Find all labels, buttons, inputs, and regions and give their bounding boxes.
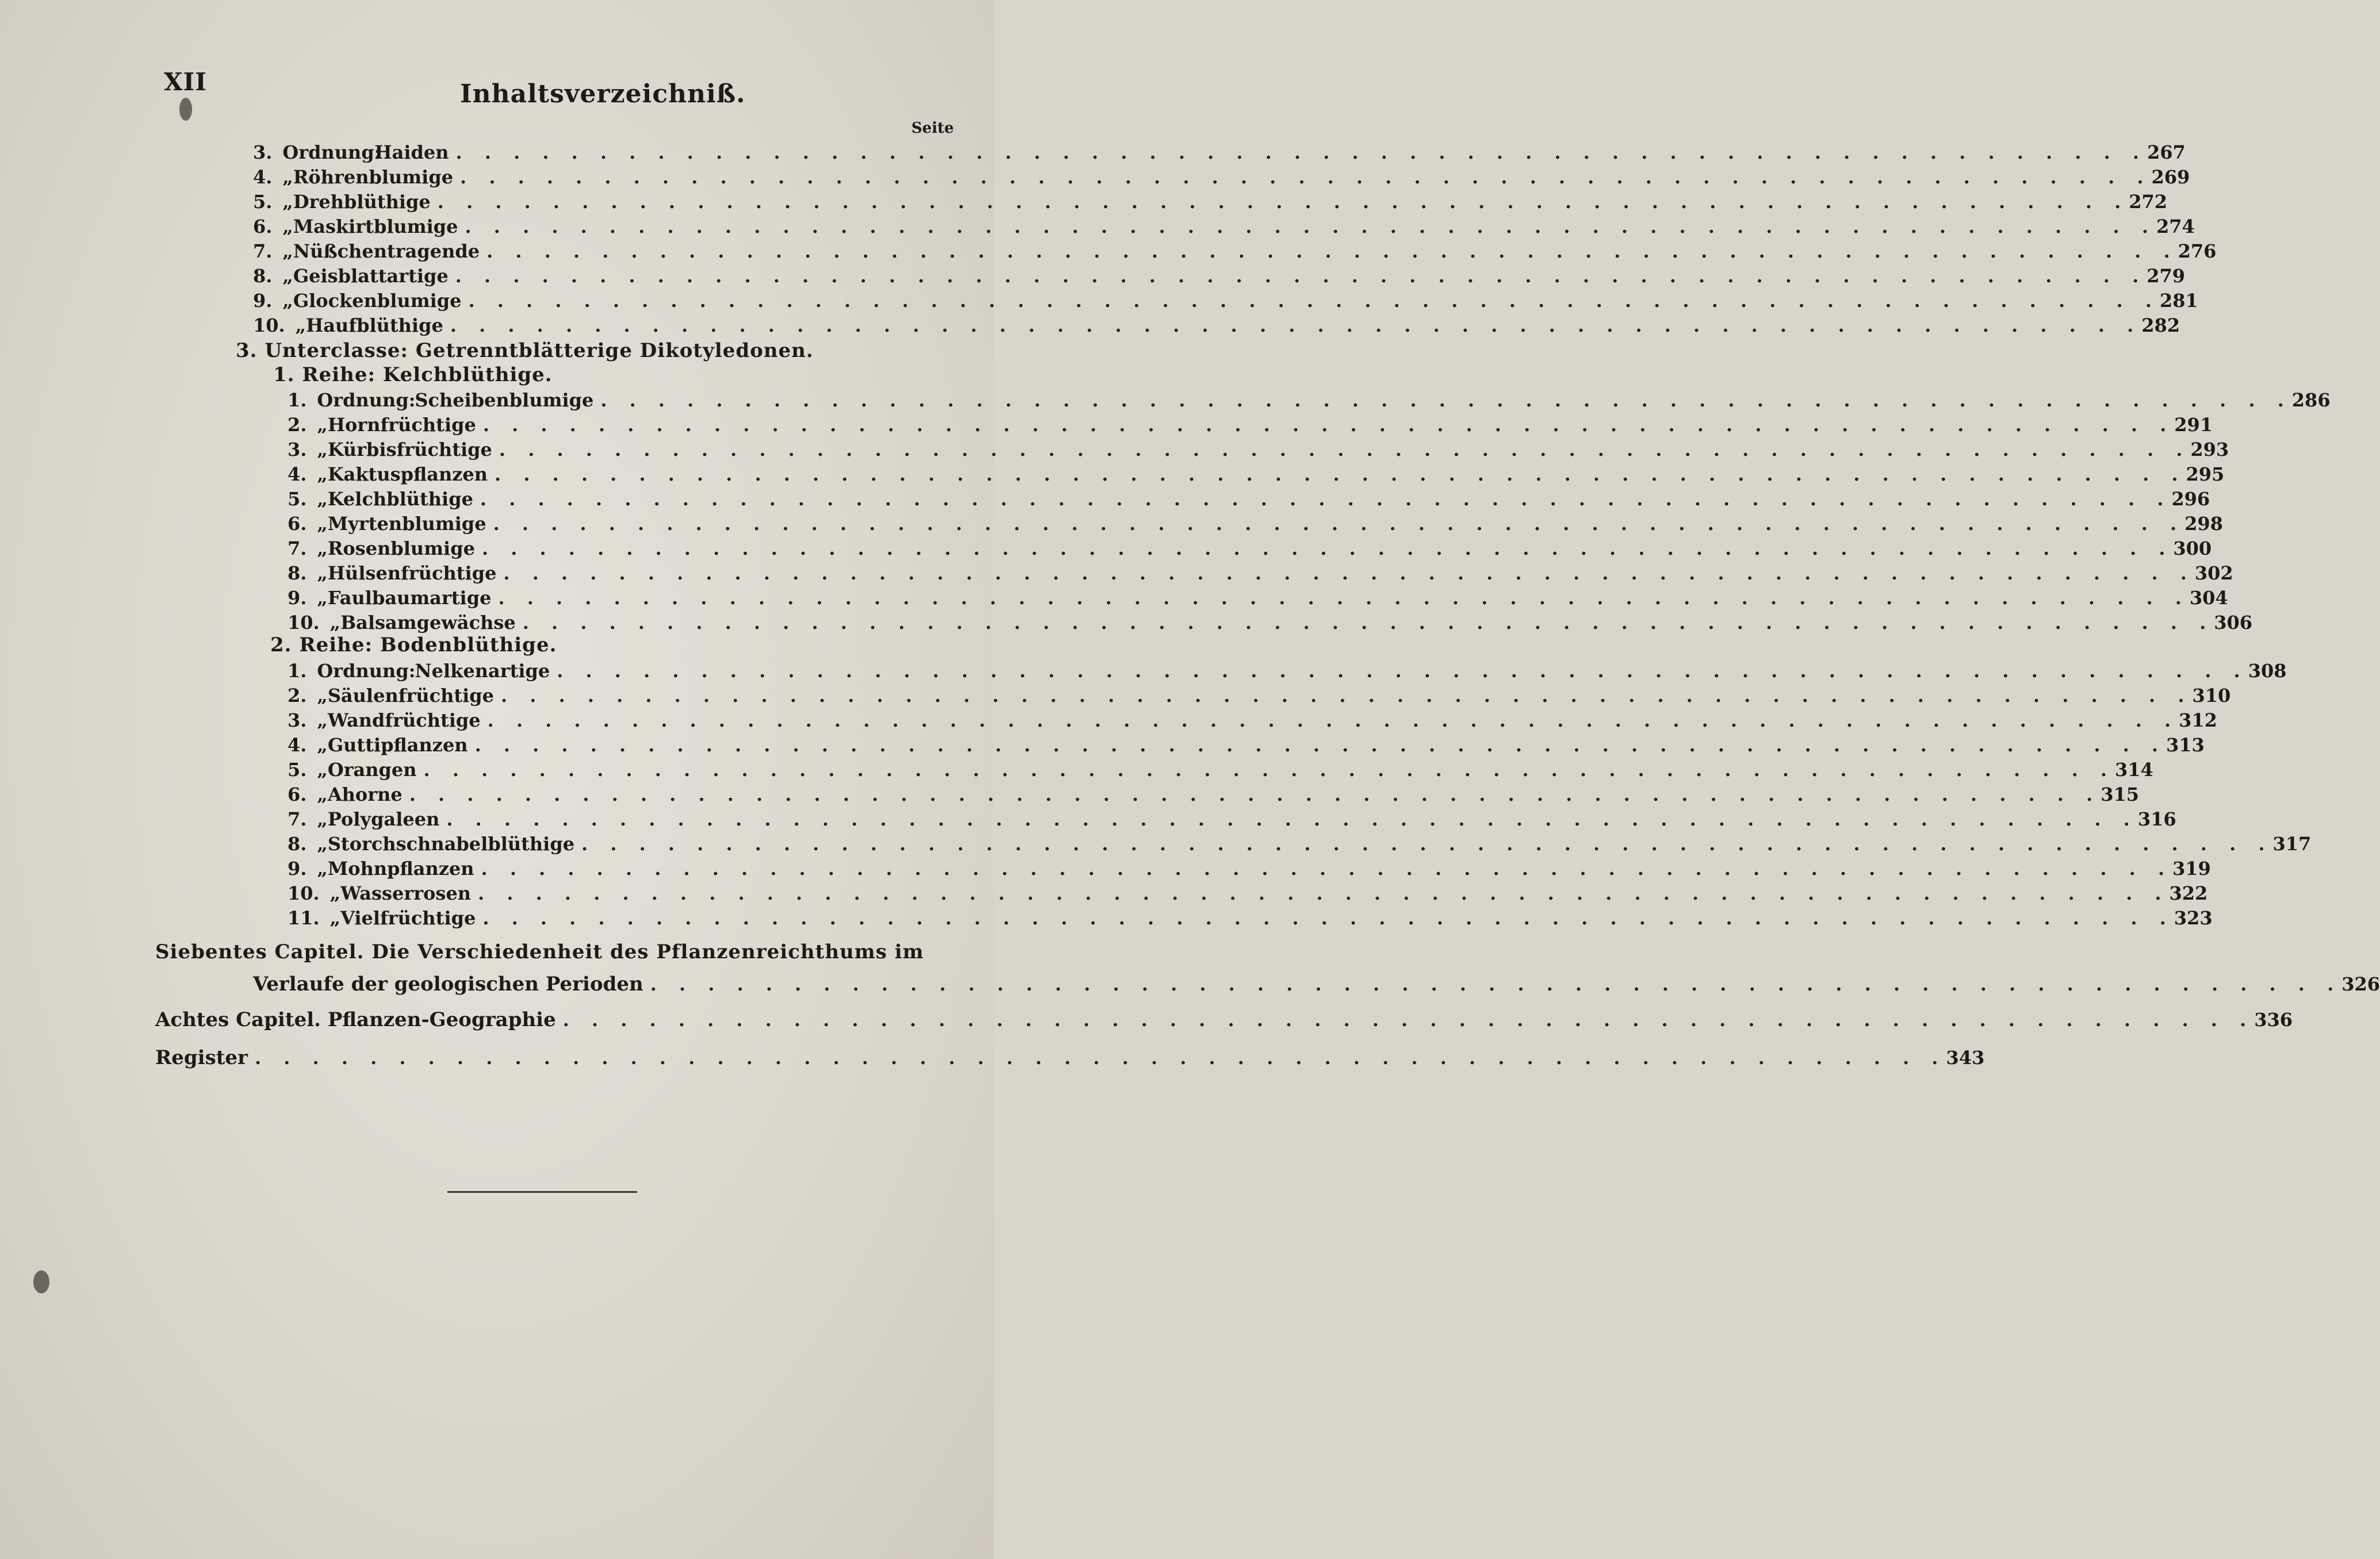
toc-entry bbox=[253, 214, 2195, 239]
toc-entry bbox=[288, 881, 2208, 906]
entry-label: Säulenfrüchtige bbox=[327, 685, 495, 706]
dot-leader: . . . . . . . . . . . . . . . . . . . . . . . . . . . . . . . . . . . . . . . . . . . . . . . . . . . . . . . . . . . bbox=[482, 414, 2175, 436]
dot-leader: . . . . . . . . . . . . . . . . . . . . . . . . . . . . . . . . . . . . . . . . . . . . . . . . . . . . . . . . . . . bbox=[437, 191, 2129, 213]
entry-number: 3. bbox=[253, 141, 273, 163]
entry-number: 1. bbox=[288, 389, 307, 411]
entry-number: 4. bbox=[253, 166, 273, 188]
page-number: XII bbox=[164, 68, 207, 96]
entry-label: Vielfrüchtige bbox=[340, 907, 476, 929]
dot-leader: . . . . . . . . . . . . . . . . . . . . . . . . . . . . . . . . . . . . . . . . . . . . . . . . . . . . . . . . . . . bbox=[474, 734, 2167, 756]
entry-label: Hornfrüchtige bbox=[327, 414, 476, 436]
page-ref: 323 bbox=[2174, 907, 2213, 929]
page-ref: 326 bbox=[2341, 973, 2380, 995]
toc-entry bbox=[288, 511, 2223, 536]
page-ref: 319 bbox=[2172, 858, 2211, 880]
entry-label: Wandfrüchtige bbox=[327, 709, 481, 731]
page-ref: 269 bbox=[2151, 166, 2190, 188]
entry-ditto: „ bbox=[317, 709, 328, 731]
page-ref: 286 bbox=[2291, 389, 2331, 411]
entry-number: 5. bbox=[253, 191, 273, 213]
entry-label: Kelchblüthige bbox=[327, 488, 473, 510]
page-ref: 343 bbox=[1946, 1047, 1985, 1069]
entry-ditto: „ bbox=[317, 734, 328, 756]
page-ref: 296 bbox=[2171, 488, 2210, 510]
dot-leader: . . . . . . . . . . . . . . . . . . . . . . . . . . . . . . . . . . . . . . . . . . . . . . . . . . . . . . . . . . . bbox=[465, 216, 2156, 237]
page-ref: 313 bbox=[2166, 734, 2205, 756]
toc-entry bbox=[288, 536, 2212, 561]
entry-number: 10. bbox=[253, 314, 285, 336]
dot-leader: . . . . . . . . . . . . . . . . . . . . . . . . . . . . . . . . . . . . . . . . . . . . . . . . . . . . . . . . . . . bbox=[455, 265, 2147, 287]
toc-entry bbox=[288, 560, 2233, 586]
entry-ditto: „ bbox=[317, 759, 328, 781]
entry-ditto: Ordnung: bbox=[317, 660, 416, 682]
entry-ditto: „ bbox=[282, 240, 293, 262]
ink-blot bbox=[33, 1270, 49, 1293]
page-ref: 314 bbox=[2115, 759, 2153, 781]
entry-ditto: „ bbox=[282, 191, 293, 213]
entry-ditto: „ bbox=[282, 166, 293, 188]
page-ref: 304 bbox=[2189, 587, 2228, 609]
entry-label: Wasserrosen bbox=[340, 882, 472, 904]
dot-leader: . . . . . . . . . . . . . . . . . . . . . . . . . . . . . . . . . . . . . . . . . . . . . . . . . . . . . . . . . . . bbox=[478, 882, 2170, 904]
entry-ditto: „ bbox=[317, 513, 328, 535]
entry-ditto: „ bbox=[329, 907, 341, 929]
dot-leader: . . . . . . . . . . . . . . . . . . . . . . . . . . . . . . . . . . . . . . . . . . . . . . . . . . . . . . . . . . . bbox=[480, 488, 2172, 510]
entry-number: 5. bbox=[288, 488, 307, 510]
entry-label: Nelkenartige bbox=[415, 660, 550, 682]
toc-entry bbox=[288, 732, 2205, 758]
toc-entry bbox=[288, 462, 2225, 487]
entry-number: 7. bbox=[288, 808, 307, 830]
page-ref: 312 bbox=[2179, 709, 2217, 731]
chapter7-line2: Verlaufe der geologischen Perioden bbox=[253, 973, 643, 996]
page-ref: 282 bbox=[2141, 314, 2180, 336]
page-ref: 315 bbox=[2101, 784, 2139, 805]
entry-label: Balsamgewächse bbox=[340, 612, 516, 633]
page-ref: 276 bbox=[2178, 240, 2217, 262]
chapter7-line1: Siebentes Capitel. Die Verschiedenheit des Pflanzenreichthums im bbox=[155, 940, 924, 963]
seite-label: Seite bbox=[911, 120, 954, 137]
toc-entry bbox=[288, 905, 2213, 931]
entry-label: Maskirtblumige bbox=[293, 216, 458, 237]
entry-ditto: „ bbox=[317, 562, 328, 584]
entry-ditto: „ bbox=[329, 882, 341, 904]
entry-number: 8. bbox=[288, 833, 307, 855]
entry-label: Faulbaumartige bbox=[327, 587, 492, 609]
entry-label: Storchschnabelblüthige bbox=[327, 833, 575, 855]
page-ref: 295 bbox=[2186, 463, 2225, 485]
entry-ditto: „ bbox=[317, 414, 328, 436]
entry-number: 7. bbox=[288, 537, 307, 559]
page-ref: 300 bbox=[2173, 537, 2212, 559]
entry-label: Ahorne bbox=[327, 784, 403, 805]
entry-label: Röhrenblumige bbox=[293, 166, 454, 188]
entry-ditto: Ordnung: bbox=[317, 389, 416, 411]
entry-label: Scheibenblumige bbox=[415, 389, 594, 411]
entry-number: 3. bbox=[288, 439, 307, 460]
entry-ditto: Ordnung: bbox=[282, 141, 381, 163]
toc-entry bbox=[288, 486, 2210, 512]
entry-ditto: „ bbox=[317, 685, 328, 706]
entry-number: 7. bbox=[253, 240, 273, 262]
dot-leader: . . . . . . . . . . . . . . . . . . . . . . . . . . . . . . . . . . . . . . . . . . . . . . . . . . . . . . . . . . . bbox=[498, 587, 2190, 609]
dot-leader: . . . . . . . . . . . . . . . . . . . . . . . . . . . . . . . . . . . . . . . . . . . . . . . . . . . . . . . . . . . bbox=[409, 784, 2101, 805]
page-ref: 272 bbox=[2129, 191, 2168, 213]
page-ref: 302 bbox=[2194, 562, 2233, 584]
dot-leader: . . . . . . . . . . . . . . . . . . . . . . . . . . . . . . . . . . . . . . . . . . . . . . . . . . . . . . . . . . . bbox=[557, 660, 2248, 682]
dot-leader: . . . . . . . . . . . . . . . . . . . . . . . . . . . . . . . . . . . . . . . . . . . . . . . . . . . . . . . . . . . bbox=[600, 389, 2292, 411]
entry-label: Myrtenblumige bbox=[327, 513, 486, 535]
dot-leader: . . . . . . . . . . . . . . . . . . . . . . . . . . . . . . . . . . . . . . . . . . . . . . . . . . . . . . . . . . . bbox=[562, 1009, 2255, 1031]
entry-number: 11. bbox=[288, 907, 320, 929]
page-ref: 310 bbox=[2192, 685, 2231, 706]
entry-label: Rosenblumige bbox=[327, 537, 475, 559]
page-ref: 306 bbox=[2214, 612, 2253, 633]
toc-entry bbox=[288, 831, 2312, 857]
entry-number: 5. bbox=[288, 759, 307, 781]
dot-leader: . . . . . . . . . . . . . . . . . . . . . . . . . . . . . . . . . . . . . . . . . . . . . . . . . . . . . . . . . . . bbox=[446, 808, 2138, 830]
toc-entry bbox=[288, 708, 2217, 733]
entry-number: 9. bbox=[288, 858, 307, 880]
toc-entry bbox=[253, 288, 2198, 313]
entry-ditto: „ bbox=[317, 537, 328, 559]
toc-entry bbox=[288, 412, 2213, 437]
entry-label: Guttipflanzen bbox=[327, 734, 468, 756]
toc-entry bbox=[288, 807, 2176, 832]
page-ref: 293 bbox=[2190, 439, 2229, 460]
reihe1-heading: 1. Reihe: Kelchblüthige. bbox=[273, 363, 553, 386]
entry-label: Glockenblumige bbox=[293, 290, 462, 312]
page-ref: 267 bbox=[2147, 141, 2186, 163]
dot-leader: . . . . . . . . . . . . . . . . . . . . . . . . . . . . . . . . . . . . . . . . . . . . . . . . . . . . . . . . . . . bbox=[493, 513, 2185, 535]
ink-blot bbox=[179, 98, 192, 121]
reihe2-heading: 2. Reihe: Bodenblüthige. bbox=[270, 633, 557, 656]
page-ref: 298 bbox=[2184, 513, 2223, 535]
entry-ditto: „ bbox=[295, 314, 306, 336]
entry-label: Kürbisfrüchtige bbox=[327, 439, 492, 460]
toc-entry bbox=[288, 683, 2231, 708]
entry-number: 2. bbox=[288, 685, 307, 706]
entry-ditto: „ bbox=[317, 833, 328, 855]
entry-ditto: „ bbox=[282, 290, 293, 312]
end-rule bbox=[447, 1191, 637, 1193]
dot-leader: . . . . . . . . . . . . . . . . . . . . . . . . . . . . . . . . . . . . . . . . . . . . . . . . . . . . . . . . . . . bbox=[460, 166, 2152, 188]
dot-leader: . . . . . . . . . . . . . . . . . . . . . . . . . . . . . . . . . . . . . . . . . . . . . . . . . . . . . . . . . . . bbox=[487, 709, 2179, 731]
dot-leader: . . . . . . . . . . . . . . . . . . . . . . . . . . . . . . . . . . . . . . . . . . . . . . . . . . . . . . . . . . . bbox=[481, 858, 2172, 880]
page-ref: 291 bbox=[2174, 414, 2213, 436]
toc-entry bbox=[253, 263, 2186, 289]
entry-number: 8. bbox=[288, 562, 307, 584]
entry-label: Drehblüthige bbox=[293, 191, 431, 213]
page-ref: 281 bbox=[2159, 290, 2198, 312]
entry-label: Polygaleen bbox=[327, 808, 440, 830]
chapter8-row bbox=[155, 1007, 2293, 1032]
entry-number: 6. bbox=[288, 513, 307, 535]
dot-leader: . . . . . . . . . . . . . . . . . . . . . . . . . . . . . . . . . . . . . . . . . . . . . . . . . . . . . . . . . . . bbox=[501, 685, 2193, 706]
entry-ditto: „ bbox=[329, 612, 341, 633]
toc-entry bbox=[288, 782, 2139, 807]
chapter7-line2-row bbox=[253, 972, 2380, 997]
dot-leader: . . . . . . . . . . . . . . . . . . . . . . . . . . . . . . . . . . . . . . . . . . . . . . . . . . . . . . . . . . . bbox=[468, 290, 2160, 312]
dot-leader: . . . . . . . . . . . . . . . . . . . . . . . . . . . . . . . . . . . . . . . . . . . . . . . . . . . . . . . . . . . bbox=[423, 759, 2115, 781]
dot-leader: . . . . . . . . . . . . . . . . . . . . . . . . . . . . . . . . . . . . . . . . . . . . . . . . . . . . . . . . . . . bbox=[522, 612, 2214, 633]
entry-label: Geisblattartige bbox=[293, 265, 449, 287]
dot-leader: . . . . . . . . . . . . . . . . . . . . . . . . . . . . . . . . . . . . . . . . . . . . . . . . . . . . . . . . . . . bbox=[482, 907, 2174, 929]
entry-number: 1. bbox=[288, 660, 307, 682]
dot-leader: . . . . . . . . . . . . . . . . . . . . . . . . . . . . . . . . . . . . . . . . . . . . . . . . . . . . . . . . . . . bbox=[499, 439, 2191, 460]
page-ref: 279 bbox=[2147, 265, 2186, 287]
dot-leader: . . . . . . . . . . . . . . . . . . . . . . . . . . . . . . . . . . . . . . . . . . . . . . . . . . . . . . . . . . . bbox=[481, 537, 2174, 559]
entry-number: 9. bbox=[288, 587, 307, 609]
toc-entry bbox=[288, 387, 2331, 413]
dot-leader: . . . . . . . . . . . . . . . . . . . . . . . . . . . . . . . . . . . . . . . . . . . . . . . . . . . . . . . . . . . bbox=[495, 463, 2186, 485]
page-ref: 336 bbox=[2254, 1009, 2293, 1031]
dot-leader: . . . . . . . . . . . . . . . . . . . . . . . . . . . . . . . . . . . . . . . . . . . . . . . . . . . . . . . . . . . bbox=[455, 141, 2147, 163]
toc-entry bbox=[253, 313, 2180, 338]
entry-number: 10. bbox=[288, 882, 320, 904]
page-ref: 274 bbox=[2156, 216, 2195, 237]
chapter8-label: Achtes Capitel. Pflanzen-Geographie bbox=[155, 1008, 556, 1031]
entry-number: 9. bbox=[253, 290, 273, 312]
entry-label: Nüßchentragende bbox=[293, 240, 480, 262]
entry-number: 4. bbox=[288, 734, 307, 756]
entry-ditto: „ bbox=[317, 463, 328, 485]
entry-number: 6. bbox=[288, 784, 307, 805]
entry-ditto: „ bbox=[317, 858, 328, 880]
toc-entry bbox=[288, 610, 2253, 635]
page-title: Inhaltsverzeichniß. bbox=[460, 79, 746, 109]
entry-ditto: „ bbox=[317, 488, 328, 510]
dot-leader: . . . . . . . . . . . . . . . . . . . . . . . . . . . . . . . . . . . . . . . . . . . . . . . . . . . . . . . . . . . bbox=[450, 314, 2142, 336]
dot-leader: . . . . . . . . . . . . . . . . . . . . . . . . . . . . . . . . . . . . . . . . . . . . . . . . . . . . . . . . . . . bbox=[254, 1047, 1946, 1069]
page-ref: 316 bbox=[2137, 808, 2176, 830]
page-ref: 317 bbox=[2272, 833, 2312, 855]
entry-number: 3. bbox=[288, 709, 307, 731]
toc-entry bbox=[288, 658, 2287, 683]
page-ref: 308 bbox=[2248, 660, 2287, 682]
subclass-heading: 3. Unterclasse: Getrenntblätterige Dikotyledonen. bbox=[236, 339, 814, 362]
page-ref: 322 bbox=[2169, 882, 2208, 904]
entry-number: 4. bbox=[288, 463, 307, 485]
dot-leader: . . . . . . . . . . . . . . . . . . . . . . . . . . . . . . . . . . . . . . . . . . . . . . . . . . . . . . . . . . . bbox=[650, 973, 2342, 995]
entry-label: Mohnpflanzen bbox=[327, 858, 474, 880]
entry-ditto: „ bbox=[317, 784, 328, 805]
dot-leader: . . . . . . . . . . . . . . . . . . . . . . . . . . . . . . . . . . . . . . . . . . . . . . . . . . . . . . . . . . . bbox=[486, 240, 2178, 262]
entry-number: 2. bbox=[288, 414, 307, 436]
entry-ditto: „ bbox=[317, 439, 328, 460]
dot-leader: . . . . . . . . . . . . . . . . . . . . . . . . . . . . . . . . . . . . . . . . . . . . . . . . . . . . . . . . . . . bbox=[503, 562, 2195, 584]
register-label: Register bbox=[155, 1046, 248, 1069]
entry-ditto: „ bbox=[317, 587, 328, 609]
dot-leader: . . . . . . . . . . . . . . . . . . . . . . . . . . . . . . . . . . . . . . . . . . . . . . . . . . . . . . . . . . . bbox=[581, 833, 2273, 855]
entry-number: 6. bbox=[253, 216, 273, 237]
toc-entry bbox=[288, 856, 2211, 881]
toc-entry bbox=[253, 189, 2168, 214]
toc-entry bbox=[288, 757, 2153, 782]
toc-entry bbox=[253, 164, 2190, 190]
toc-entry bbox=[288, 585, 2228, 610]
entry-label: Hülsenfrüchtige bbox=[327, 562, 497, 584]
register-row bbox=[155, 1045, 1985, 1070]
entry-label: Kaktuspflanzen bbox=[327, 463, 488, 485]
entry-label: Haiden bbox=[374, 141, 449, 163]
toc-entry bbox=[253, 239, 2217, 264]
entry-label: Orangen bbox=[327, 759, 417, 781]
toc-entry bbox=[253, 140, 2186, 165]
entry-label: Haufblüthige bbox=[306, 314, 443, 336]
entry-ditto: „ bbox=[282, 265, 293, 287]
entry-number: 10. bbox=[288, 612, 320, 633]
entry-ditto: „ bbox=[282, 216, 293, 237]
toc-entry bbox=[288, 437, 2229, 462]
entry-ditto: „ bbox=[317, 808, 328, 830]
entry-number: 8. bbox=[253, 265, 273, 287]
